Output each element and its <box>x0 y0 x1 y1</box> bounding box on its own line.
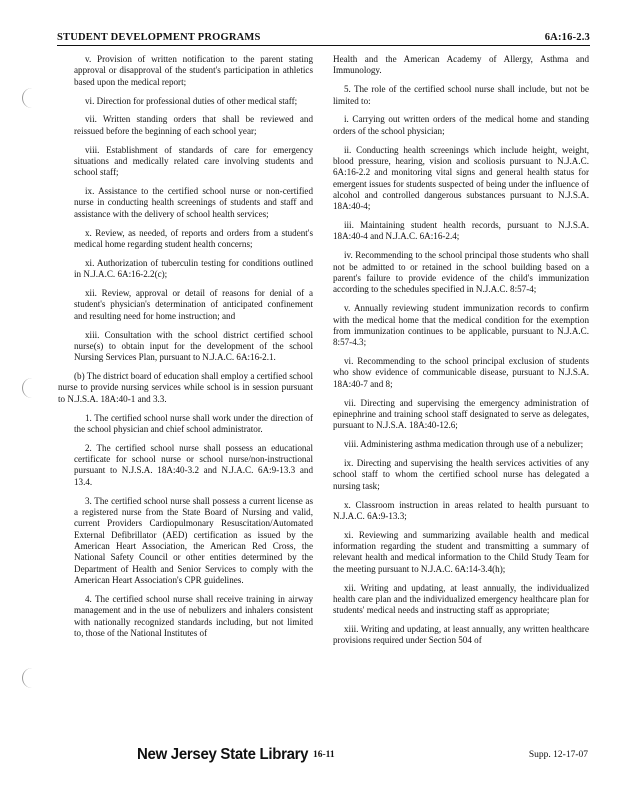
paragraph: ii. Conducting health screenings which include height, weight, blood pressure, hearing, vision and scoliosis pursuant to N.J.A.C. 6A:16-2.2 and monitoring vital signs and general health status for emergent issues for students suspected of being under the influence of alcohol and controlled dangerous substances pursuant to N.J.S.A. 18A:40-4; <box>333 144 589 212</box>
paragraph: 4. The certified school nurse shall receive training in airway management and in the use of nebulizers and inhalers consistent with nationally recognized standards including, but not limited to, those of the National Institutes of <box>74 593 313 638</box>
paragraph: xi. Reviewing and summarizing available health and medical information regarding the student and transmitting a summary of relevant health and medical information to the Child Study Team for the meeting pursuant to N.J.A.C. 6A:14-3.4(h); <box>333 529 589 574</box>
paragraph: x. Review, as needed, of reports and orders from a student's medical home regarding student health concerns; <box>74 227 313 249</box>
paragraph: 5. The role of the certified school nurse shall include, but not be limited to: <box>333 84 589 106</box>
paragraph: x. Classroom instruction in areas related to health pursuant to N.J.A.C. 6A:9-13.3; <box>333 499 589 521</box>
paragraph: vi. Recommending to the school principal exclusion of students who show evidence of communicable disease, pursuant to N.J.S.A. 18A:40-7 and 8; <box>333 356 589 389</box>
page-footer <box>0 746 618 770</box>
paragraph: xiii. Writing and updating, at least annually, any written healthcare provisions required under Section 504 of <box>333 624 589 646</box>
paragraph: viii. Administering asthma medication through use of a nebulizer; <box>344 439 584 450</box>
paragraph: vii. Directing and supervising the emergency administration of epinephrine and training school staff designated to serve as delegates, pursuant to N.J.S.A. 18A:40-12.6; <box>333 397 589 431</box>
library-stamp: New Jersey State Library <box>137 745 309 764</box>
paragraph: v. Provision of written notification to the parent stating approval or disapproval of the student's participation in athletics based upon the medical report; <box>74 54 313 87</box>
section-number: 6A:16-2.3 <box>544 32 590 43</box>
paragraph: Health and the American Academy of Allergy, Asthma and Immunology. <box>333 54 589 76</box>
paragraph: 1. The certified school nurse shall work under the direction of the school physician and chief school administrator. <box>74 412 313 434</box>
paragraph: xi. Authorization of tuberculin testing for conditions outlined in N.J.A.C. 6A:16-2.2(c); <box>74 257 313 280</box>
scan-mark <box>22 88 37 108</box>
running-header <box>57 29 590 43</box>
header-rule <box>57 45 590 46</box>
paragraph: 2. The certified school nurse shall possess an educational certificate for school nurse or school nurse/non-instructional pursuant to N.J.S.A. 18A:40-3.2 and N.J.A.C. 6A:9-13.3 and 13.4. <box>74 442 313 487</box>
paragraph: iv. Recommending to the school principal those students who shall not be admitted to or retained in the school building based on a parent's failure to provide evidence of the child's immunization according to the schedules specified in N.J.A.C. 8:57-4; <box>333 250 589 295</box>
chapter-title: STUDENT DEVELOPMENT PROGRAMS <box>57 32 261 43</box>
page-number: 16-11 <box>313 750 335 760</box>
paragraph: ix. Assistance to the certified school nurse or non-certified nurse in conducting health screenings of students and staff and assistance with the delivery of school health services; <box>74 186 313 219</box>
paragraph: (b) The district board of education shall employ a certified school nurse to provide nursing services while school is in session pursuant to N.J.S.A. 18A:40-1 and 3.3. <box>58 371 313 404</box>
paragraph: iii. Maintaining student health records, pursuant to N.J.S.A. 18A:40-4 and N.J.A.C. 6A:16-2.4; <box>333 220 589 242</box>
paragraph: ix. Directing and supervising the health services activities of any school staff to whom the certified school nurse has delegated a nursing task; <box>333 457 589 491</box>
left-column <box>58 54 313 647</box>
paragraph: vi. Direction for professional duties of other medical staff; <box>85 95 298 106</box>
paragraph: xii. Writing and updating, at least annually, the individualized health care plan and the individualized emergency healthcare plan for students' medical needs and instructing staff as appropriate; <box>333 582 589 616</box>
paragraph: i. Carrying out written orders of the medical home and standing orders of the school physician; <box>333 114 589 136</box>
scan-mark <box>22 378 37 398</box>
scan-mark <box>22 668 37 688</box>
paragraph: xiii. Consultation with the school district certified school nurse(s) to obtain input for the development of the school Nursing Services Plan, pursuant to N.J.A.C. 6A:16-2.1. <box>74 329 313 363</box>
supplement-date: Supp. 12-17-07 <box>528 750 588 760</box>
paragraph: viii. Establishment of standards of care for emergency situations and medically related care involving students and school staff; <box>74 144 313 178</box>
paragraph: vii. Written standing orders that shall be reviewed and reissued before the beginning of each school year; <box>74 114 313 136</box>
paragraph: v. Annually reviewing student immunization records to confirm with the medical home that the medical condition for the exemption from immunization continues to be applicable, pursuant to N.J.A.C. 8:57-4.3; <box>333 303 589 348</box>
paragraph: 3. The certified school nurse shall possess a current license as a registered nurse from the State Board of Nursing and valid, current Providers Cardiopulmonary Resuscitation/Automated External Defibrillator (AED) certification as issued by the American Heart Association, the American Red Cross, the National Safety Council or other entities determined by the Department of Health and Senior Services to comply with the American Heart Association's CPR guidelines. <box>74 495 313 586</box>
paragraph: xii. Review, approval or detail of reasons for denial of a student's physician's determination of anticipated confinement and resulting need for home instruction; and <box>74 288 313 321</box>
right-column <box>333 54 589 654</box>
